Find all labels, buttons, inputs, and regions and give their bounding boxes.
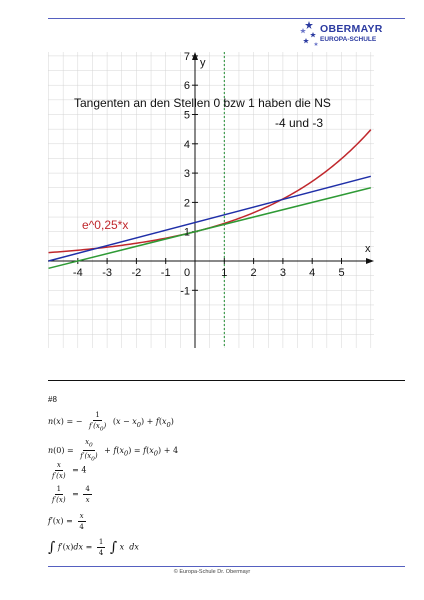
x-tick-label: -4 bbox=[72, 267, 83, 279]
x-tick-label: 2 bbox=[250, 267, 257, 279]
formula-line-4: $\frac{1}{f'(x)}$ = $\frac{4}{x}$ bbox=[52, 485, 90, 504]
y-tick-label: 3 bbox=[183, 168, 190, 181]
function-label: e^0,25*x bbox=[82, 218, 129, 232]
y-tick-label: 2 bbox=[183, 197, 190, 210]
x-tick-label: 4 bbox=[309, 267, 316, 279]
x-tick-label: 3 bbox=[279, 267, 286, 279]
x-tick-label: 1 bbox=[221, 267, 228, 279]
y-tick-label: 5 bbox=[183, 109, 190, 122]
formula-line-6: ∫ f′(x)dx = $\frac{1}{4}$ ∫ x dx bbox=[48, 538, 139, 557]
section-rule bbox=[48, 380, 405, 381]
header-rule bbox=[48, 18, 405, 19]
x-tick-label: -3 bbox=[102, 267, 112, 279]
footer-copyright: © Europa-Schule Dr. Obermayr bbox=[173, 569, 251, 575]
footer-rule bbox=[48, 566, 405, 567]
y-tick-label: 7 bbox=[183, 52, 190, 63]
graph-title: Tangenten an den Stellen 0 bzw 1 haben die NS bbox=[74, 96, 331, 110]
formula-line-3: $\frac{x}{f'(x)}$ = 4 bbox=[52, 461, 87, 480]
school-logo bbox=[298, 20, 408, 50]
formula-line-5: f′(x) = $\frac{x}{4}$ bbox=[48, 512, 84, 531]
x-tick-label: 5 bbox=[338, 267, 345, 279]
y-axis-label: y bbox=[200, 57, 206, 69]
y-tick-label: 6 bbox=[183, 80, 190, 93]
y-tick-label: -1 bbox=[180, 285, 190, 298]
x-axis-label: x bbox=[365, 243, 371, 255]
x-tick-label: 0 bbox=[183, 267, 191, 279]
formula-line-2: n(0) = $\frac{x_0}{f'(x_0)}$ + $f(x_0) = f(x_0) + 4$ bbox=[48, 438, 179, 463]
x-tick-label: -1 bbox=[160, 267, 171, 279]
x-axis-arrow bbox=[366, 258, 374, 264]
x-tick-label: -2 bbox=[131, 267, 142, 279]
formula-line-1: n(x) = − $\frac{1}{f'(x_0)}$ $(x - x_0) + f(x_0)$ bbox=[48, 411, 174, 433]
y-tick-label: 1 bbox=[183, 226, 190, 239]
graph-subtitle: -4 und -3 bbox=[275, 116, 324, 130]
logo-subtitle: EUROPA-SCHULE bbox=[320, 36, 377, 43]
logo-name: OBERMAYR bbox=[320, 23, 383, 35]
section-number: #8 bbox=[48, 395, 57, 404]
function-graph bbox=[48, 52, 374, 348]
y-tick-label: 4 bbox=[183, 138, 190, 151]
stars-icon bbox=[298, 20, 320, 50]
